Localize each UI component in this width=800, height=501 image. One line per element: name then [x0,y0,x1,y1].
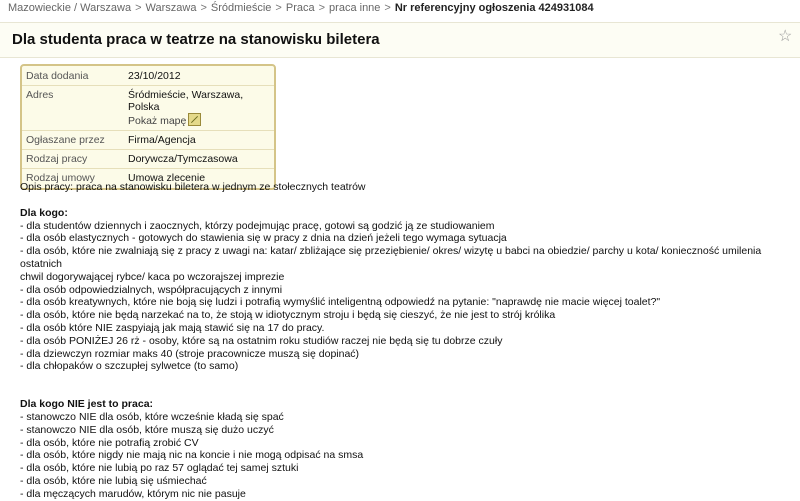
list-item: - dla dziewczyn rozmiar maks 40 (stroje pracownicze muszą się dopinać) [20,347,360,360]
details-box [20,64,276,190]
show-map-link[interactable]: Pokaż mapę [128,115,187,127]
description-text: Opis pracy: praca na stanowisku biletera w jednym ze stołecznych teatrów [20,181,366,193]
detail-value: 23/10/2012 [124,67,274,86]
list-item: - dla osób, które nie będą narzekać na to, że stoją w idiotycznym stroju i będą się cieszyć, że nie jest to strój królika [20,309,556,322]
list-item: - dla chłopaków o szczupłej sylwetce (to samo) [20,360,239,373]
detail-label: Adres [22,86,124,131]
detail-label: Rodzaj pracy [22,150,124,169]
detail-label: Rodzaj umowy [26,172,95,184]
list-item: - stanowczo NIE dla osób, które muszą się dużo uczyć [20,423,274,436]
list-item: - dla osób kreatywnych, które nie boją się ludzi i potrafią wymyślić inteligentną odpowiedź na pytanie: "naprawdę nie macie więcej toalet?" [20,296,661,309]
list-item: - dla osób, które nie lubią się uśmiechać [20,474,207,487]
list-item: - dla osób odpowiedzialnych, współpracujących z innymi [20,283,283,296]
detail-value: Umowa zlecenie [128,172,206,184]
list-item: - stanowczo NIE dla osób, które wcześnie kładą się spać [20,410,284,423]
detail-value: Śródmieście, Warszawa, Polska [128,89,244,113]
detail-row-date [22,67,274,86]
detail-row-address [22,86,274,131]
list-item: - dla studentów dziennych i zaocznych, którzy podejmując pracę, gotowi są godzić ją ze studiowaniem [20,219,495,232]
list-item: - dla osób które NIE zaspyiają jak mają stawić się na 17 do pracy. [20,321,325,334]
detail-value: Dorywcza/Tymczasowa [124,150,274,169]
detail-row-posted-by [22,131,274,150]
breadcrumb: Mazowieckie / Warszawa > Warszawa > Śródmieście > Praca > praca inne > Nr referencyjny ogłoszenia 424931084 [8,2,594,14]
list-item: - dla osób, które nie potrafią zrobić CV [20,436,199,449]
star-icon[interactable]: ☆ [778,28,793,45]
detail-row-job-type [22,150,274,169]
list-item: - dla osób, które nie zwalniają się z pracy z uwagi na: katar/ zbliżające się przeziębienie/ okres/ wizytę u babci na obiedzie/ parchy u kota/ konieczność umilenia ostatnich [20,245,762,270]
list-item: - dla osób, które nigdy nie mają nic na koncie i nie mogą odpisać na smsa [20,449,364,462]
for-whom-heading: Dla kogo: [20,206,68,219]
not-for-whom-heading: Dla kogo NIE jest to praca: [20,398,154,411]
list-item: - dla osób, które nie lubią po raz 57 oglądać tej samej sztuki [20,462,299,475]
list-item: - dla męczących marudów, którym nic nie pasuje [20,487,246,500]
job-description [20,181,800,501]
breadcrumb-subcategory[interactable]: praca inne [329,2,381,14]
title-bar [0,22,800,58]
detail-label: Ogłaszane przez [22,131,124,150]
breadcrumb-category[interactable]: Praca [285,2,315,14]
detail-value: Firma/Agencja [124,131,274,150]
list-item: chwil dogorywającej rybce/ kaca po wczorajszej imprezie [20,270,285,283]
detail-label: Data dodania [22,67,124,86]
list-item: - dla osób PONIŻEJ 26 rż - osoby, które są na ostatnim roku studiów raczej nie będą się tu dobrze czuły [20,334,503,347]
breadcrumb-city[interactable]: Warszawa [145,2,197,14]
breadcrumb-region[interactable]: Mazowieckie / Warszawa [8,2,132,14]
page-title: Dla studenta praca w teatrze na stanowisku biletera [12,31,380,48]
reference-number: Nr referencyjny ogłoszenia 424931084 [394,2,594,14]
details-table [22,67,274,187]
list-item: - dla osób elastycznych - gotowych do stawienia się w pracy z dnia na dzień jeżeli tego wymaga sytuacja [20,232,507,245]
breadcrumb-district[interactable]: Śródmieście [210,2,272,14]
map-icon[interactable] [188,113,201,126]
